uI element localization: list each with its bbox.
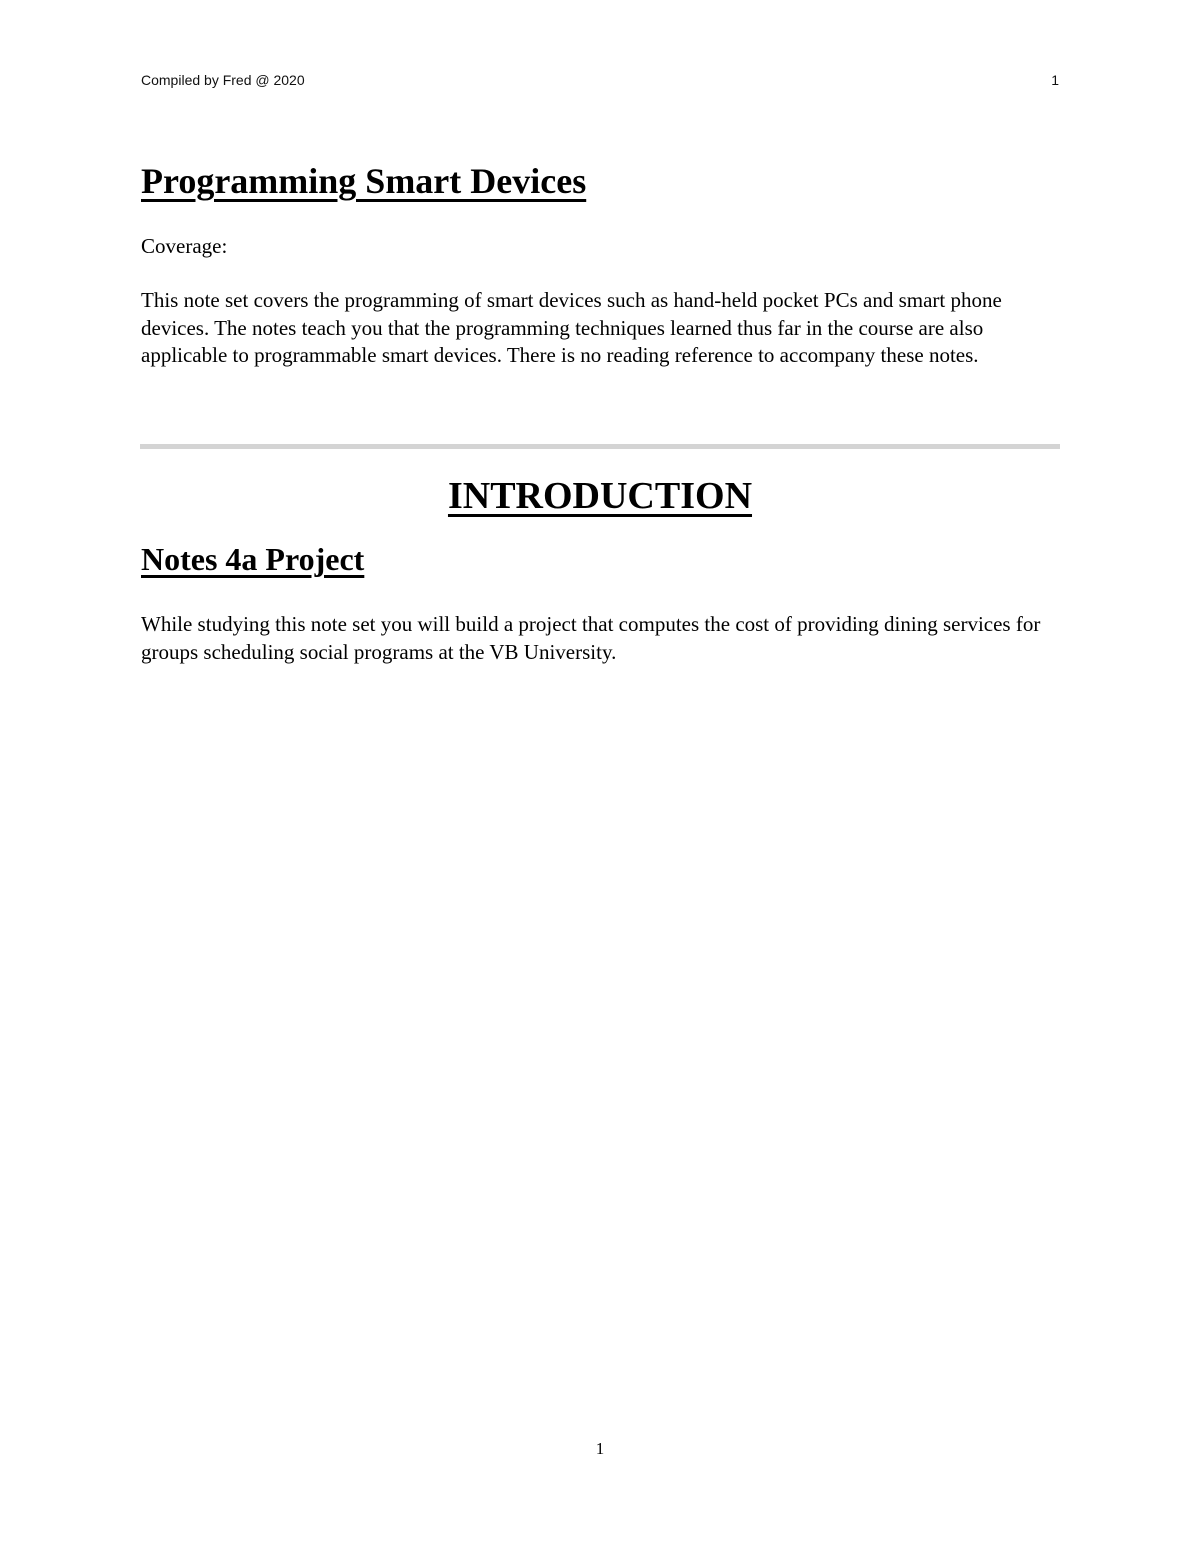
project-paragraph: While studying this note set you will build a project that computes the cost of providing dining services for groups scheduling social programs at the VB University. [141, 612, 1041, 664]
header-compiled-by: Compiled by Fred @ 2020 [141, 72, 305, 88]
header-page-number: 1 [1051, 72, 1059, 88]
section-divider [140, 444, 1060, 449]
section-heading-introduction: INTRODUCTION [447, 475, 753, 517]
sub-heading-project: Notes 4a Project [141, 541, 365, 577]
coverage-label: Coverage: [141, 234, 228, 258]
document-title: Programming Smart Devices [141, 161, 587, 201]
footer-page-number: 1 [595, 1439, 605, 1458]
coverage-paragraph: This note set covers the programming of smart devices such as hand-held pocket PCs and smart phone devices. The notes teach you that the programming techniques learned thus far in the course are also applicable to programmable smart devices. There is no reading reference to accompany these notes. [141, 288, 1002, 367]
